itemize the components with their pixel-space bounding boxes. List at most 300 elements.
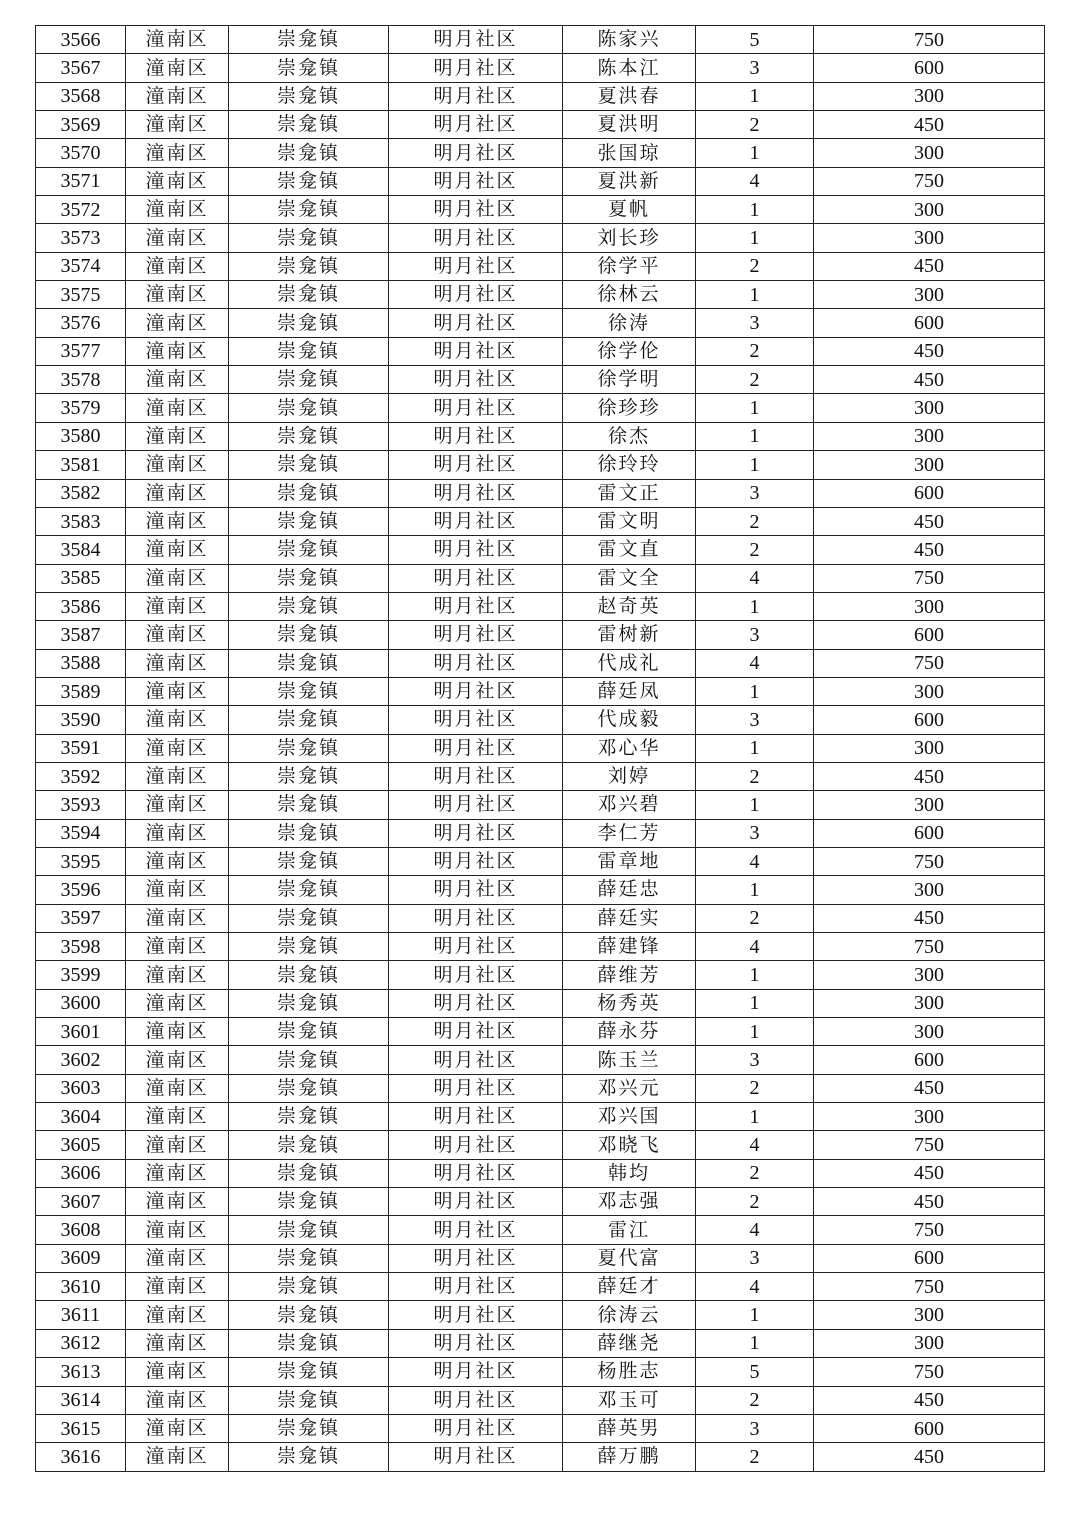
town-cell: 崇龛镇	[229, 961, 389, 989]
name-cell: 徐学明	[563, 366, 696, 394]
serial-number-cell: 3567	[36, 54, 126, 82]
district-cell: 潼南区	[126, 847, 229, 875]
serial-number-cell: 3610	[36, 1273, 126, 1301]
serial-number-cell: 3592	[36, 762, 126, 790]
town-cell: 崇龛镇	[229, 82, 389, 110]
amount-cell: 300	[814, 139, 1045, 167]
district-cell: 潼南区	[126, 1443, 229, 1471]
amount-cell: 750	[814, 847, 1045, 875]
community-cell: 明月社区	[389, 224, 563, 252]
community-cell: 明月社区	[389, 366, 563, 394]
district-cell: 潼南区	[126, 989, 229, 1017]
table-row	[36, 479, 1045, 507]
table-row	[36, 592, 1045, 620]
amount-cell: 300	[814, 791, 1045, 819]
district-cell: 潼南区	[126, 1074, 229, 1102]
name-cell: 雷章地	[563, 847, 696, 875]
town-cell: 崇龛镇	[229, 1131, 389, 1159]
name-cell: 邓志强	[563, 1188, 696, 1216]
household-size-cell: 1	[696, 82, 814, 110]
name-cell: 薛万鹏	[563, 1443, 696, 1471]
serial-number-cell: 3580	[36, 422, 126, 450]
name-cell: 薛永芬	[563, 1018, 696, 1046]
amount-cell: 450	[814, 904, 1045, 932]
table-row	[36, 1046, 1045, 1074]
household-size-cell: 2	[696, 904, 814, 932]
district-cell: 潼南区	[126, 26, 229, 54]
table-row	[36, 621, 1045, 649]
household-size-cell: 1	[696, 281, 814, 309]
community-cell: 明月社区	[389, 847, 563, 875]
town-cell: 崇龛镇	[229, 1414, 389, 1442]
name-cell: 薛建锋	[563, 933, 696, 961]
name-cell: 邓兴国	[563, 1103, 696, 1131]
district-cell: 潼南区	[126, 706, 229, 734]
town-cell: 崇龛镇	[229, 224, 389, 252]
serial-number-cell: 3586	[36, 592, 126, 620]
name-cell: 赵奇英	[563, 592, 696, 620]
amount-cell: 750	[814, 1273, 1045, 1301]
amount-cell: 750	[814, 1131, 1045, 1159]
household-size-cell: 4	[696, 1273, 814, 1301]
community-cell: 明月社区	[389, 961, 563, 989]
town-cell: 崇龛镇	[229, 1386, 389, 1414]
table-row	[36, 1018, 1045, 1046]
serial-number-cell: 3574	[36, 252, 126, 280]
district-cell: 潼南区	[126, 1103, 229, 1131]
household-size-cell: 1	[696, 961, 814, 989]
name-cell: 雷文明	[563, 507, 696, 535]
household-size-cell: 4	[696, 167, 814, 195]
town-cell: 崇龛镇	[229, 847, 389, 875]
town-cell: 崇龛镇	[229, 621, 389, 649]
amount-cell: 450	[814, 762, 1045, 790]
district-cell: 潼南区	[126, 82, 229, 110]
serial-number-cell: 3611	[36, 1301, 126, 1329]
household-size-cell: 1	[696, 989, 814, 1017]
name-cell: 张国琼	[563, 139, 696, 167]
community-cell: 明月社区	[389, 54, 563, 82]
table-row	[36, 762, 1045, 790]
district-cell: 潼南区	[126, 1018, 229, 1046]
serial-number-cell: 3588	[36, 649, 126, 677]
community-cell: 明月社区	[389, 26, 563, 54]
town-cell: 崇龛镇	[229, 1301, 389, 1329]
town-cell: 崇龛镇	[229, 1018, 389, 1046]
community-cell: 明月社区	[389, 1046, 563, 1074]
table-row	[36, 904, 1045, 932]
serial-number-cell: 3573	[36, 224, 126, 252]
amount-cell: 750	[814, 564, 1045, 592]
town-cell: 崇龛镇	[229, 394, 389, 422]
serial-number-cell: 3578	[36, 366, 126, 394]
town-cell: 崇龛镇	[229, 706, 389, 734]
name-cell: 刘婷	[563, 762, 696, 790]
town-cell: 崇龛镇	[229, 111, 389, 139]
table-row	[36, 26, 1045, 54]
name-cell: 夏洪新	[563, 167, 696, 195]
community-cell: 明月社区	[389, 876, 563, 904]
name-cell: 杨胜志	[563, 1358, 696, 1386]
table-row	[36, 1273, 1045, 1301]
household-size-cell: 4	[696, 847, 814, 875]
serial-number-cell: 3616	[36, 1443, 126, 1471]
name-cell: 雷江	[563, 1216, 696, 1244]
household-size-cell: 1	[696, 196, 814, 224]
serial-number-cell: 3590	[36, 706, 126, 734]
town-cell: 崇龛镇	[229, 1188, 389, 1216]
serial-number-cell: 3584	[36, 536, 126, 564]
table-row	[36, 1159, 1045, 1187]
table-row	[36, 366, 1045, 394]
name-cell: 薛廷实	[563, 904, 696, 932]
amount-cell: 750	[814, 933, 1045, 961]
town-cell: 崇龛镇	[229, 26, 389, 54]
district-cell: 潼南区	[126, 1301, 229, 1329]
community-cell: 明月社区	[389, 167, 563, 195]
serial-number-cell: 3571	[36, 167, 126, 195]
serial-number-cell: 3582	[36, 479, 126, 507]
town-cell: 崇龛镇	[229, 1358, 389, 1386]
town-cell: 崇龛镇	[229, 876, 389, 904]
community-cell: 明月社区	[389, 1131, 563, 1159]
amount-cell: 750	[814, 1216, 1045, 1244]
community-cell: 明月社区	[389, 592, 563, 620]
community-cell: 明月社区	[389, 989, 563, 1017]
amount-cell: 300	[814, 1103, 1045, 1131]
community-cell: 明月社区	[389, 82, 563, 110]
household-size-cell: 1	[696, 1329, 814, 1357]
name-cell: 徐学平	[563, 252, 696, 280]
district-cell: 潼南区	[126, 479, 229, 507]
community-cell: 明月社区	[389, 649, 563, 677]
amount-cell: 450	[814, 1443, 1045, 1471]
table-row	[36, 734, 1045, 762]
name-cell: 薛英男	[563, 1414, 696, 1442]
table-row	[36, 451, 1045, 479]
household-size-cell: 2	[696, 1188, 814, 1216]
name-cell: 代成毅	[563, 706, 696, 734]
amount-cell: 600	[814, 621, 1045, 649]
amount-cell: 300	[814, 82, 1045, 110]
serial-number-cell: 3608	[36, 1216, 126, 1244]
amount-cell: 450	[814, 1159, 1045, 1187]
table-row	[36, 1386, 1045, 1414]
amount-cell: 300	[814, 281, 1045, 309]
household-size-cell: 2	[696, 762, 814, 790]
household-size-cell: 3	[696, 479, 814, 507]
amount-cell: 300	[814, 876, 1045, 904]
serial-number-cell: 3570	[36, 139, 126, 167]
community-cell: 明月社区	[389, 422, 563, 450]
town-cell: 崇龛镇	[229, 1244, 389, 1272]
amount-cell: 750	[814, 1358, 1045, 1386]
name-cell: 夏代富	[563, 1244, 696, 1272]
amount-cell: 300	[814, 1301, 1045, 1329]
household-size-cell: 1	[696, 592, 814, 620]
serial-number-cell: 3587	[36, 621, 126, 649]
name-cell: 雷文正	[563, 479, 696, 507]
table-row	[36, 1443, 1045, 1471]
name-cell: 薛廷凤	[563, 677, 696, 705]
community-cell: 明月社区	[389, 309, 563, 337]
household-size-cell: 2	[696, 1159, 814, 1187]
table-row	[36, 111, 1045, 139]
amount-cell: 300	[814, 224, 1045, 252]
serial-number-cell: 3598	[36, 933, 126, 961]
town-cell: 崇龛镇	[229, 592, 389, 620]
name-cell: 陈玉兰	[563, 1046, 696, 1074]
district-cell: 潼南区	[126, 1131, 229, 1159]
community-cell: 明月社区	[389, 1386, 563, 1414]
amount-cell: 450	[814, 1188, 1045, 1216]
community-cell: 明月社区	[389, 111, 563, 139]
district-cell: 潼南区	[126, 1046, 229, 1074]
table-row	[36, 1329, 1045, 1357]
town-cell: 崇龛镇	[229, 1329, 389, 1357]
household-size-cell: 2	[696, 1386, 814, 1414]
serial-number-cell: 3577	[36, 337, 126, 365]
household-size-cell: 5	[696, 1358, 814, 1386]
town-cell: 崇龛镇	[229, 337, 389, 365]
community-cell: 明月社区	[389, 536, 563, 564]
name-cell: 徐涛云	[563, 1301, 696, 1329]
community-cell: 明月社区	[389, 281, 563, 309]
table-row	[36, 139, 1045, 167]
name-cell: 徐涛	[563, 309, 696, 337]
amount-cell: 300	[814, 451, 1045, 479]
district-cell: 潼南区	[126, 1386, 229, 1414]
community-cell: 明月社区	[389, 1414, 563, 1442]
serial-number-cell: 3572	[36, 196, 126, 224]
name-cell: 邓玉可	[563, 1386, 696, 1414]
community-cell: 明月社区	[389, 706, 563, 734]
community-cell: 明月社区	[389, 1273, 563, 1301]
district-cell: 潼南区	[126, 54, 229, 82]
serial-number-cell: 3581	[36, 451, 126, 479]
name-cell: 薛继尧	[563, 1329, 696, 1357]
data-table	[35, 25, 1045, 1472]
table-row	[36, 847, 1045, 875]
amount-cell: 600	[814, 1414, 1045, 1442]
district-cell: 潼南区	[126, 1329, 229, 1357]
district-cell: 潼南区	[126, 507, 229, 535]
community-cell: 明月社区	[389, 1159, 563, 1187]
serial-number-cell: 3595	[36, 847, 126, 875]
serial-number-cell: 3612	[36, 1329, 126, 1357]
town-cell: 崇龛镇	[229, 933, 389, 961]
community-cell: 明月社区	[389, 1358, 563, 1386]
serial-number-cell: 3576	[36, 309, 126, 337]
serial-number-cell: 3606	[36, 1159, 126, 1187]
table-row	[36, 649, 1045, 677]
name-cell: 徐林云	[563, 281, 696, 309]
serial-number-cell: 3601	[36, 1018, 126, 1046]
serial-number-cell: 3604	[36, 1103, 126, 1131]
table-row	[36, 337, 1045, 365]
community-cell: 明月社区	[389, 933, 563, 961]
household-size-cell: 4	[696, 564, 814, 592]
table-row	[36, 1188, 1045, 1216]
community-cell: 明月社区	[389, 394, 563, 422]
amount-cell: 600	[814, 309, 1045, 337]
table-row	[36, 507, 1045, 535]
amount-cell: 450	[814, 507, 1045, 535]
town-cell: 崇龛镇	[229, 536, 389, 564]
amount-cell: 300	[814, 1018, 1045, 1046]
household-size-cell: 2	[696, 536, 814, 564]
table-row	[36, 1301, 1045, 1329]
town-cell: 崇龛镇	[229, 819, 389, 847]
household-size-cell: 1	[696, 224, 814, 252]
table-row	[36, 167, 1045, 195]
amount-cell: 300	[814, 677, 1045, 705]
district-cell: 潼南区	[126, 1273, 229, 1301]
name-cell: 邓晓飞	[563, 1131, 696, 1159]
household-size-cell: 1	[696, 876, 814, 904]
household-size-cell: 1	[696, 422, 814, 450]
table-row	[36, 819, 1045, 847]
household-size-cell: 5	[696, 26, 814, 54]
amount-cell: 450	[814, 111, 1045, 139]
name-cell: 韩均	[563, 1159, 696, 1187]
household-size-cell: 2	[696, 337, 814, 365]
district-cell: 潼南区	[126, 649, 229, 677]
household-size-cell: 2	[696, 1443, 814, 1471]
household-size-cell: 1	[696, 1301, 814, 1329]
amount-cell: 600	[814, 706, 1045, 734]
community-cell: 明月社区	[389, 621, 563, 649]
serial-number-cell: 3591	[36, 734, 126, 762]
table-row	[36, 1216, 1045, 1244]
table-row	[36, 1103, 1045, 1131]
amount-cell: 450	[814, 337, 1045, 365]
name-cell: 邓兴元	[563, 1074, 696, 1102]
community-cell: 明月社区	[389, 252, 563, 280]
name-cell: 夏帆	[563, 196, 696, 224]
name-cell: 杨秀英	[563, 989, 696, 1017]
district-cell: 潼南区	[126, 1358, 229, 1386]
name-cell: 徐杰	[563, 422, 696, 450]
household-size-cell: 1	[696, 451, 814, 479]
district-cell: 潼南区	[126, 536, 229, 564]
table-row	[36, 961, 1045, 989]
serial-number-cell: 3575	[36, 281, 126, 309]
district-cell: 潼南区	[126, 1244, 229, 1272]
serial-number-cell: 3596	[36, 876, 126, 904]
town-cell: 崇龛镇	[229, 1443, 389, 1471]
community-cell: 明月社区	[389, 1018, 563, 1046]
district-cell: 潼南区	[126, 592, 229, 620]
amount-cell: 750	[814, 26, 1045, 54]
district-cell: 潼南区	[126, 252, 229, 280]
amount-cell: 600	[814, 479, 1045, 507]
household-size-cell: 4	[696, 1216, 814, 1244]
name-cell: 陈家兴	[563, 26, 696, 54]
town-cell: 崇龛镇	[229, 1074, 389, 1102]
amount-cell: 750	[814, 649, 1045, 677]
district-cell: 潼南区	[126, 677, 229, 705]
household-size-cell: 3	[696, 1244, 814, 1272]
amount-cell: 300	[814, 394, 1045, 422]
town-cell: 崇龛镇	[229, 281, 389, 309]
district-cell: 潼南区	[126, 876, 229, 904]
town-cell: 崇龛镇	[229, 422, 389, 450]
table-row	[36, 564, 1045, 592]
household-size-cell: 3	[696, 54, 814, 82]
community-cell: 明月社区	[389, 1329, 563, 1357]
community-cell: 明月社区	[389, 1074, 563, 1102]
name-cell: 雷文直	[563, 536, 696, 564]
community-cell: 明月社区	[389, 677, 563, 705]
household-size-cell: 3	[696, 1046, 814, 1074]
district-cell: 潼南区	[126, 451, 229, 479]
district-cell: 潼南区	[126, 139, 229, 167]
serial-number-cell: 3589	[36, 677, 126, 705]
serial-number-cell: 3603	[36, 1074, 126, 1102]
community-cell: 明月社区	[389, 564, 563, 592]
household-size-cell: 2	[696, 507, 814, 535]
amount-cell: 450	[814, 366, 1045, 394]
town-cell: 崇龛镇	[229, 139, 389, 167]
town-cell: 崇龛镇	[229, 1216, 389, 1244]
community-cell: 明月社区	[389, 1188, 563, 1216]
district-cell: 潼南区	[126, 961, 229, 989]
serial-number-cell: 3602	[36, 1046, 126, 1074]
amount-cell: 450	[814, 1074, 1045, 1102]
table-row	[36, 536, 1045, 564]
name-cell: 邓心华	[563, 734, 696, 762]
table-row	[36, 1131, 1045, 1159]
table-row	[36, 422, 1045, 450]
household-size-cell: 1	[696, 791, 814, 819]
town-cell: 崇龛镇	[229, 1046, 389, 1074]
district-cell: 潼南区	[126, 281, 229, 309]
serial-number-cell: 3614	[36, 1386, 126, 1414]
community-cell: 明月社区	[389, 1443, 563, 1471]
name-cell: 陈本江	[563, 54, 696, 82]
table-row	[36, 933, 1045, 961]
table-row	[36, 281, 1045, 309]
community-cell: 明月社区	[389, 1216, 563, 1244]
table-row	[36, 876, 1045, 904]
town-cell: 崇龛镇	[229, 904, 389, 932]
town-cell: 崇龛镇	[229, 564, 389, 592]
town-cell: 崇龛镇	[229, 252, 389, 280]
community-cell: 明月社区	[389, 451, 563, 479]
town-cell: 崇龛镇	[229, 791, 389, 819]
household-size-cell: 1	[696, 1018, 814, 1046]
amount-cell: 600	[814, 819, 1045, 847]
table-row	[36, 252, 1045, 280]
district-cell: 潼南区	[126, 734, 229, 762]
table-row	[36, 1358, 1045, 1386]
amount-cell: 600	[814, 1244, 1045, 1272]
name-cell: 徐学伦	[563, 337, 696, 365]
town-cell: 崇龛镇	[229, 734, 389, 762]
amount-cell: 600	[814, 1046, 1045, 1074]
district-cell: 潼南区	[126, 621, 229, 649]
household-size-cell: 2	[696, 111, 814, 139]
district-cell: 潼南区	[126, 1159, 229, 1187]
district-cell: 潼南区	[126, 564, 229, 592]
serial-number-cell: 3585	[36, 564, 126, 592]
table-row	[36, 309, 1045, 337]
household-size-cell: 1	[696, 139, 814, 167]
serial-number-cell: 3583	[36, 507, 126, 535]
serial-number-cell: 3579	[36, 394, 126, 422]
town-cell: 崇龛镇	[229, 309, 389, 337]
